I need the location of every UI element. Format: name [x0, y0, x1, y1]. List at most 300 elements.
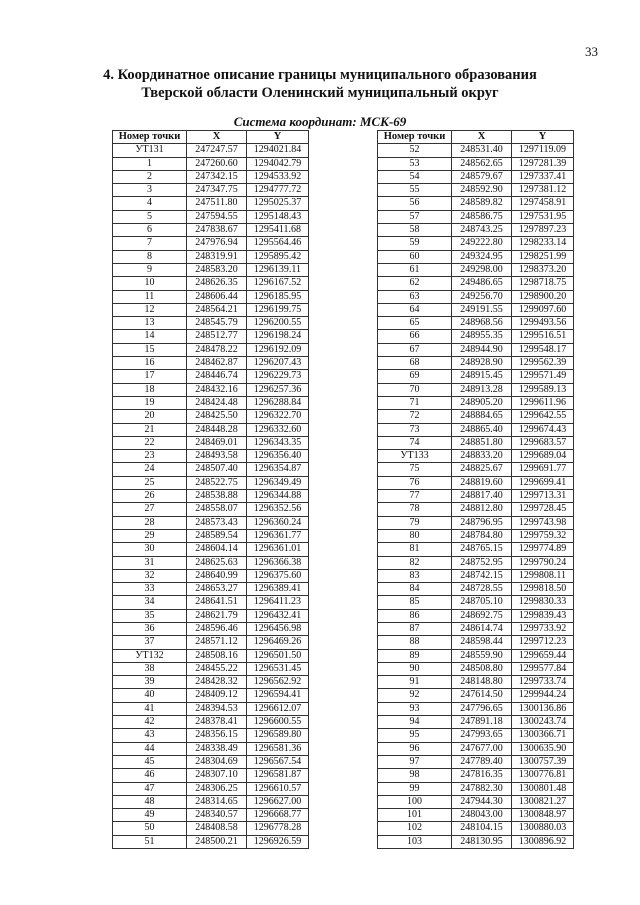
cell-y: 1295564.46 — [247, 237, 309, 250]
cell-point-number: 52 — [378, 144, 452, 157]
table-row — [113, 290, 309, 303]
cell-y: 1296778.28 — [247, 822, 309, 835]
cell-x: 248409.12 — [187, 689, 247, 702]
cell-x: 248825.67 — [452, 463, 512, 476]
table-row — [378, 250, 574, 263]
cell-x: 248968.56 — [452, 317, 512, 330]
cell-x: 248104.15 — [452, 822, 512, 835]
cell-point-number: 65 — [378, 317, 452, 330]
table-row — [378, 330, 574, 343]
cell-y: 1295148.43 — [247, 210, 309, 223]
cell-x: 248314.65 — [187, 795, 247, 808]
cell-y: 1294533.92 — [247, 170, 309, 183]
cell-x: 247882.30 — [452, 782, 512, 795]
cell-x: 249324.95 — [452, 250, 512, 263]
cell-y: 1299674.43 — [512, 423, 574, 436]
cell-y: 1299790.24 — [512, 556, 574, 569]
cell-y: 1296361.01 — [247, 543, 309, 556]
cell-y: 1299589.13 — [512, 383, 574, 396]
header-x: X — [187, 131, 247, 144]
table-row — [113, 210, 309, 223]
cell-x: 247789.40 — [452, 755, 512, 768]
cell-point-number: 38 — [113, 662, 187, 675]
cell-point-number: 91 — [378, 676, 452, 689]
cell-point-number: 89 — [378, 649, 452, 662]
cell-point-number: 87 — [378, 622, 452, 635]
cell-x: 248614.74 — [452, 622, 512, 635]
cell-y: 1296610.57 — [247, 782, 309, 795]
table-row — [378, 543, 574, 556]
table-row — [113, 809, 309, 822]
table-row — [378, 795, 574, 808]
cell-y: 1300880.03 — [512, 822, 574, 835]
table-row — [113, 436, 309, 449]
cell-x: 247511.80 — [187, 197, 247, 210]
cell-point-number: 60 — [378, 250, 452, 263]
cell-x: 248833.20 — [452, 450, 512, 463]
cell-point-number: 2 — [113, 170, 187, 183]
table-row — [113, 476, 309, 489]
table-row — [113, 716, 309, 729]
table-row — [113, 396, 309, 409]
table-row — [378, 609, 574, 622]
cell-point-number: 93 — [378, 702, 452, 715]
cell-y: 1295895.42 — [247, 250, 309, 263]
cell-x: 248884.65 — [452, 410, 512, 423]
cell-x: 248955.35 — [452, 330, 512, 343]
table-row — [113, 529, 309, 542]
cell-x: 248428.32 — [187, 676, 247, 689]
table-row — [113, 423, 309, 436]
cell-point-number: 74 — [378, 436, 452, 449]
cell-y: 1299611.96 — [512, 396, 574, 409]
cell-x: 247993.65 — [452, 729, 512, 742]
cell-y: 1298251.99 — [512, 250, 574, 263]
table-row — [113, 263, 309, 276]
cell-point-number: 62 — [378, 277, 452, 290]
cell-point-number: 70 — [378, 383, 452, 396]
table-row — [378, 396, 574, 409]
cell-y: 1296581.87 — [247, 769, 309, 782]
cell-point-number: 3 — [113, 184, 187, 197]
table-row — [113, 503, 309, 516]
cell-point-number: 31 — [113, 556, 187, 569]
cell-x: 248705.10 — [452, 596, 512, 609]
table-row — [113, 556, 309, 569]
cell-x: 248817.40 — [452, 490, 512, 503]
cell-x: 247976.94 — [187, 237, 247, 250]
cell-point-number: 34 — [113, 596, 187, 609]
cell-y: 1296600.55 — [247, 716, 309, 729]
cell-y: 1296354.87 — [247, 463, 309, 476]
cell-x: 248819.60 — [452, 476, 512, 489]
cell-x: 249486.65 — [452, 277, 512, 290]
table-row — [378, 170, 574, 183]
cell-x: 248559.90 — [452, 649, 512, 662]
cell-x: 248586.75 — [452, 210, 512, 223]
cell-point-number: 96 — [378, 742, 452, 755]
cell-y: 1297458.91 — [512, 197, 574, 210]
cell-y: 1296627.00 — [247, 795, 309, 808]
cell-point-number: 84 — [378, 583, 452, 596]
cell-point-number: 92 — [378, 689, 452, 702]
cell-x: 247342.15 — [187, 170, 247, 183]
cell-point-number: УТ131 — [113, 144, 187, 157]
cell-y: 1296562.92 — [247, 676, 309, 689]
table-row — [113, 702, 309, 715]
cell-point-number: 76 — [378, 476, 452, 489]
cell-y: 1299562.39 — [512, 357, 574, 370]
cell-x: 248796.95 — [452, 516, 512, 529]
cell-point-number: 32 — [113, 569, 187, 582]
table-row — [113, 330, 309, 343]
cell-y: 1299808.11 — [512, 569, 574, 582]
cell-point-number: 46 — [113, 769, 187, 782]
cell-x: 248653.27 — [187, 583, 247, 596]
cell-point-number: 77 — [378, 490, 452, 503]
cell-point-number: 97 — [378, 755, 452, 768]
table-row — [378, 529, 574, 542]
cell-x: 248564.21 — [187, 303, 247, 316]
table-row — [378, 583, 574, 596]
cell-x: 248378.41 — [187, 716, 247, 729]
cell-point-number: 81 — [378, 543, 452, 556]
cell-point-number: 68 — [378, 357, 452, 370]
cell-point-number: 28 — [113, 516, 187, 529]
cell-x: 249298.00 — [452, 263, 512, 276]
table-row — [113, 649, 309, 662]
cell-x: 248571.12 — [187, 636, 247, 649]
table-row — [378, 716, 574, 729]
cell-x: 248589.82 — [452, 197, 512, 210]
table-row — [113, 157, 309, 170]
cell-y: 1299516.51 — [512, 330, 574, 343]
table-row — [378, 689, 574, 702]
table-row — [378, 782, 574, 795]
table-row — [378, 357, 574, 370]
cell-point-number: 41 — [113, 702, 187, 715]
table-row — [113, 822, 309, 835]
cell-y: 1299683.57 — [512, 436, 574, 449]
cell-y: 1300243.74 — [512, 716, 574, 729]
header-y: Y — [247, 131, 309, 144]
cell-point-number: 5 — [113, 210, 187, 223]
cell-point-number: 94 — [378, 716, 452, 729]
cell-y: 1299659.44 — [512, 649, 574, 662]
cell-point-number: 99 — [378, 782, 452, 795]
table-row — [378, 769, 574, 782]
cell-point-number: 14 — [113, 330, 187, 343]
table-row — [378, 237, 574, 250]
cell-point-number: 71 — [378, 396, 452, 409]
cell-x: 248558.07 — [187, 503, 247, 516]
cell-y: 1296366.38 — [247, 556, 309, 569]
cell-x: 248148.80 — [452, 676, 512, 689]
cell-y: 1299689.04 — [512, 450, 574, 463]
cell-point-number: 80 — [378, 529, 452, 542]
cell-x: 248319.91 — [187, 250, 247, 263]
table-row — [378, 144, 574, 157]
table-row — [113, 144, 309, 157]
cell-x: 248338.49 — [187, 742, 247, 755]
cell-x: 248562.65 — [452, 157, 512, 170]
cell-x: 248812.80 — [452, 503, 512, 516]
table-header-row — [113, 131, 309, 144]
cell-y: 1297531.95 — [512, 210, 574, 223]
table-row — [378, 516, 574, 529]
table-row — [378, 436, 574, 449]
cell-point-number: 13 — [113, 317, 187, 330]
cell-point-number: 90 — [378, 662, 452, 675]
table-row — [113, 516, 309, 529]
table-row — [378, 343, 574, 356]
cell-point-number: 86 — [378, 609, 452, 622]
table-row — [378, 476, 574, 489]
header-point-number: Номер точки — [113, 131, 187, 144]
cell-y: 1298718.75 — [512, 277, 574, 290]
cell-point-number: УТ132 — [113, 649, 187, 662]
cell-x: 248043.00 — [452, 809, 512, 822]
cell-x: 248784.80 — [452, 529, 512, 542]
cell-y: 1296375.60 — [247, 569, 309, 582]
cell-x: 248604.14 — [187, 543, 247, 556]
table-row — [378, 503, 574, 516]
table-row — [113, 729, 309, 742]
cell-y: 1300896.92 — [512, 835, 574, 848]
cell-point-number: 26 — [113, 490, 187, 503]
cell-y: 1294021.84 — [247, 144, 309, 157]
cell-point-number: 83 — [378, 569, 452, 582]
cell-point-number: 33 — [113, 583, 187, 596]
cell-x: 248589.54 — [187, 529, 247, 542]
cell-point-number: 42 — [113, 716, 187, 729]
cell-x: 248508.16 — [187, 649, 247, 662]
table-row — [113, 357, 309, 370]
cell-point-number: 4 — [113, 197, 187, 210]
cell-x: 248583.20 — [187, 263, 247, 276]
cell-x: 247891.18 — [452, 716, 512, 729]
coordinate-system-label: Система координат: МСК-69 — [233, 114, 407, 129]
cell-x: 248765.15 — [452, 543, 512, 556]
table-row — [113, 782, 309, 795]
cell-y: 1299733.92 — [512, 622, 574, 635]
cell-point-number: 25 — [113, 476, 187, 489]
cell-point-number: 22 — [113, 436, 187, 449]
table-row — [378, 622, 574, 635]
cell-point-number: 103 — [378, 835, 452, 848]
cell-point-number: 40 — [113, 689, 187, 702]
cell-point-number: 48 — [113, 795, 187, 808]
cell-x: 248625.63 — [187, 556, 247, 569]
table-row — [378, 702, 574, 715]
cell-point-number: 24 — [113, 463, 187, 476]
cell-y: 1300757.39 — [512, 755, 574, 768]
table-row — [113, 662, 309, 675]
table-row — [113, 755, 309, 768]
cell-y: 1296185.95 — [247, 290, 309, 303]
cell-point-number: 98 — [378, 769, 452, 782]
cell-y: 1296349.49 — [247, 476, 309, 489]
table-row — [113, 170, 309, 183]
cell-y: 1298373.20 — [512, 263, 574, 276]
table-row — [113, 184, 309, 197]
cell-x: 248915.45 — [452, 370, 512, 383]
document-title — [0, 66, 640, 102]
cell-y: 1296167.52 — [247, 277, 309, 290]
cell-point-number: 53 — [378, 157, 452, 170]
cell-y: 1296501.50 — [247, 649, 309, 662]
table-row — [113, 250, 309, 263]
cell-point-number: 78 — [378, 503, 452, 516]
cell-y: 1296257.36 — [247, 383, 309, 396]
table-row — [378, 636, 574, 649]
cell-x: 248446.74 — [187, 370, 247, 383]
cell-point-number: 23 — [113, 450, 187, 463]
table-row — [378, 649, 574, 662]
cell-y: 1300821.27 — [512, 795, 574, 808]
cell-y: 1299699.41 — [512, 476, 574, 489]
cell-point-number: 73 — [378, 423, 452, 436]
cell-point-number: 18 — [113, 383, 187, 396]
header-x: X — [452, 131, 512, 144]
cell-point-number: 16 — [113, 357, 187, 370]
cell-x: 247594.55 — [187, 210, 247, 223]
cell-y: 1298233.14 — [512, 237, 574, 250]
table-row — [378, 450, 574, 463]
cell-y: 1296411.23 — [247, 596, 309, 609]
cell-y: 1296352.56 — [247, 503, 309, 516]
cell-y: 1296288.84 — [247, 396, 309, 409]
table-row — [113, 583, 309, 596]
table-row — [113, 795, 309, 808]
cell-x: 248306.25 — [187, 782, 247, 795]
cell-x: 248545.79 — [187, 317, 247, 330]
cell-point-number: 20 — [113, 410, 187, 423]
table-row — [113, 769, 309, 782]
table-row — [113, 463, 309, 476]
cell-y: 1300635.90 — [512, 742, 574, 755]
cell-y: 1299577.84 — [512, 662, 574, 675]
cell-x: 248531.40 — [452, 144, 512, 157]
cell-point-number: 10 — [113, 277, 187, 290]
cell-y: 1296322.70 — [247, 410, 309, 423]
table-row — [378, 290, 574, 303]
cell-y: 1296199.75 — [247, 303, 309, 316]
cell-x: 248743.25 — [452, 224, 512, 237]
table-row — [378, 742, 574, 755]
cell-y: 1296531.45 — [247, 662, 309, 675]
cell-x: 248340.57 — [187, 809, 247, 822]
cell-x: 248356.15 — [187, 729, 247, 742]
cell-y: 1299759.32 — [512, 529, 574, 542]
table-row — [113, 410, 309, 423]
cell-point-number: 59 — [378, 237, 452, 250]
table-row — [378, 410, 574, 423]
cell-y: 1296389.41 — [247, 583, 309, 596]
cell-y: 1299642.55 — [512, 410, 574, 423]
cell-y: 1299712.23 — [512, 636, 574, 649]
table-row — [378, 277, 574, 290]
cell-point-number: 9 — [113, 263, 187, 276]
cell-y: 1296192.09 — [247, 343, 309, 356]
table-row — [113, 835, 309, 848]
table-row — [378, 463, 574, 476]
cell-point-number: 54 — [378, 170, 452, 183]
cell-point-number: 64 — [378, 303, 452, 316]
table-row — [113, 383, 309, 396]
table-row — [378, 662, 574, 675]
cell-y: 1299493.56 — [512, 317, 574, 330]
table-row — [113, 237, 309, 250]
table-row — [378, 317, 574, 330]
cell-x: 248928.90 — [452, 357, 512, 370]
cell-y: 1299713.31 — [512, 490, 574, 503]
table-row — [378, 729, 574, 742]
cell-x: 248579.67 — [452, 170, 512, 183]
cell-y: 1297119.09 — [512, 144, 574, 157]
cell-x: 248692.75 — [452, 609, 512, 622]
cell-y: 1296432.41 — [247, 609, 309, 622]
cell-y: 1294777.72 — [247, 184, 309, 197]
cell-y: 1296361.77 — [247, 529, 309, 542]
cell-point-number: 27 — [113, 503, 187, 516]
cell-x: 248592.90 — [452, 184, 512, 197]
cell-x: 248752.95 — [452, 556, 512, 569]
table-row — [113, 676, 309, 689]
cell-y: 1299743.98 — [512, 516, 574, 529]
cell-point-number: 44 — [113, 742, 187, 755]
cell-x: 248728.55 — [452, 583, 512, 596]
cell-x: 248469.01 — [187, 436, 247, 449]
table-row — [113, 636, 309, 649]
cell-y: 1299839.43 — [512, 609, 574, 622]
cell-y: 1295025.37 — [247, 197, 309, 210]
table-row — [113, 596, 309, 609]
title-line-1: 4. Координатное описание границы муниципального образования — [103, 67, 537, 83]
cell-y: 1298900.20 — [512, 290, 574, 303]
cell-point-number: 57 — [378, 210, 452, 223]
cell-x: 247796.65 — [452, 702, 512, 715]
table-row — [378, 809, 574, 822]
cell-y: 1297381.12 — [512, 184, 574, 197]
cell-y: 1296456.98 — [247, 622, 309, 635]
cell-x: 248851.80 — [452, 436, 512, 449]
cell-point-number: 82 — [378, 556, 452, 569]
cell-point-number: 30 — [113, 543, 187, 556]
table-header-row — [378, 131, 574, 144]
cell-point-number: 21 — [113, 423, 187, 436]
cell-y: 1296229.73 — [247, 370, 309, 383]
cell-point-number: 50 — [113, 822, 187, 835]
cell-y: 1297281.39 — [512, 157, 574, 170]
table-row — [113, 224, 309, 237]
cell-point-number: 79 — [378, 516, 452, 529]
cell-y: 1296668.77 — [247, 809, 309, 822]
table-row — [378, 755, 574, 768]
cell-point-number: 55 — [378, 184, 452, 197]
cell-y: 1295411.68 — [247, 224, 309, 237]
cell-x: 247347.75 — [187, 184, 247, 197]
cell-point-number: 6 — [113, 224, 187, 237]
cell-x: 247614.50 — [452, 689, 512, 702]
table-row — [113, 277, 309, 290]
cell-y: 1296469.26 — [247, 636, 309, 649]
cell-x: 248538.88 — [187, 490, 247, 503]
cell-x: 247816.35 — [452, 769, 512, 782]
cell-point-number: 49 — [113, 809, 187, 822]
header-point-number: Номер точки — [378, 131, 452, 144]
cell-point-number: 58 — [378, 224, 452, 237]
